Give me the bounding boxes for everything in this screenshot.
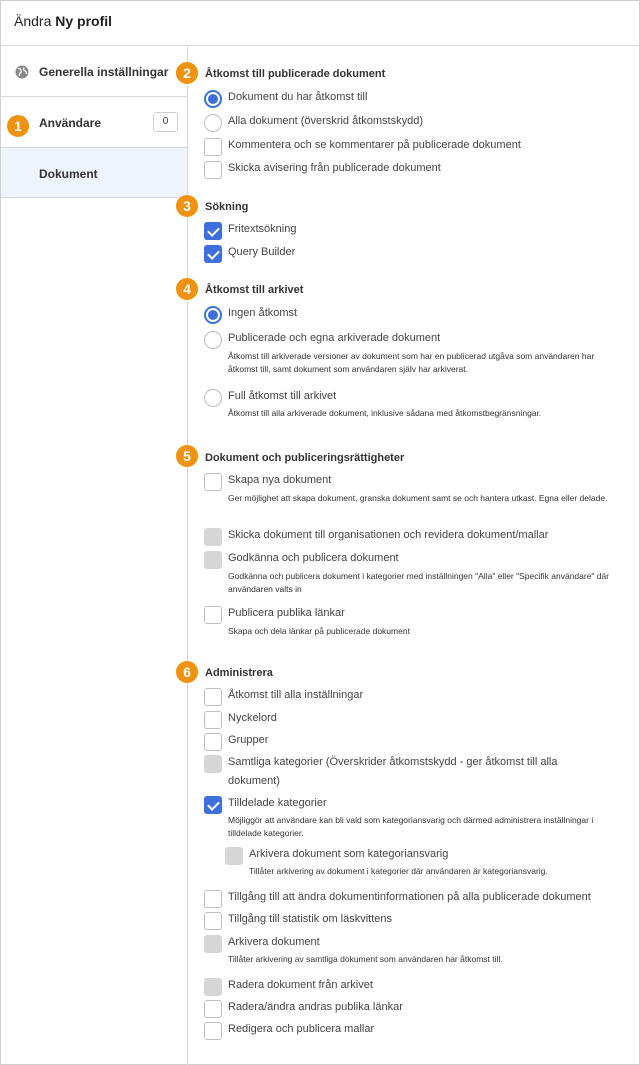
checkbox[interactable] [204, 1022, 222, 1040]
checkbox-disabled[interactable] [204, 978, 222, 996]
checkbox-checked[interactable] [204, 222, 222, 240]
option-description: Åtkomst till alla arkiverade dokument, inklusive sådana med åtkomstbegränsningar. [228, 408, 542, 418]
option-label: Skicka avisering från publicerade dokument [228, 162, 441, 174]
option-label: Dokument du har åtkomst till [228, 91, 368, 103]
step-marker-4: 4 [176, 278, 198, 300]
checkbox-disabled[interactable] [204, 528, 222, 546]
globe-icon [15, 65, 29, 79]
checkbox-disabled[interactable] [225, 847, 243, 865]
radio-button[interactable] [204, 331, 222, 349]
option-label: Publicera publika länkar [228, 607, 345, 619]
option-label: Samtliga kategorier (Överskrider åtkomstskydd - ger åtkomst till alla [228, 756, 558, 768]
option-label: Redigera och publicera mallar [228, 1023, 375, 1035]
radio-button-selected[interactable] [204, 306, 222, 324]
step-marker-2: 2 [176, 62, 198, 84]
checkbox[interactable] [204, 161, 222, 179]
section-title-archive: Åtkomst till arkivet [205, 284, 304, 296]
checkbox[interactable] [204, 711, 222, 729]
section-title-access: Åtkomst till publicerade dokument [205, 68, 386, 80]
option-description: Ger möjlighet att skapa dokument, granska dokument samt se och hantera utkast. Egna eller delade. [228, 493, 608, 503]
option-label: Query Builder [228, 246, 296, 258]
radio-button-selected[interactable] [204, 90, 222, 108]
option-label: Ingen åtkomst [228, 307, 298, 319]
option-label: Godkänna och publicera dokument [228, 552, 399, 564]
checkbox[interactable] [204, 688, 222, 706]
option-label: Tillgång till statistik om läskvittens [228, 913, 393, 925]
users-count-badge: 0 [153, 112, 178, 132]
sidebar [1, 46, 188, 1065]
checkbox-checked[interactable] [204, 245, 222, 263]
option-label: Grupper [228, 734, 269, 746]
sidebar-item-general-settings[interactable] [1, 46, 187, 97]
option-label: Arkivera dokument som kategoriansvarig [249, 848, 449, 860]
option-label: Publicerade och egna arkiverade dokument [228, 332, 441, 344]
option-label: Skapa nya dokument [228, 474, 332, 486]
checkbox[interactable] [204, 890, 222, 908]
section-title-search: Sökning [205, 201, 249, 213]
option-label: Radera/ändra andras publika länkar [228, 1001, 403, 1013]
radio-button[interactable] [204, 114, 222, 132]
sidebar-item-label: Generella inställningar [39, 65, 169, 79]
option-label: Tillgång till att ändra dokumentinformationen på alla publicerade dokument [228, 891, 591, 903]
option-label: Nyckelord [228, 712, 277, 724]
step-marker-1: 1 [7, 115, 29, 137]
step-marker-6: 6 [176, 661, 198, 683]
checkbox-disabled[interactable] [204, 935, 222, 953]
sidebar-item-label: Användare [39, 116, 102, 130]
option-label: Fritextsökning [228, 223, 297, 235]
option-description: Godkänna och publicera dokument i kategorier med inställningen "Alla" eller "Specifik användare" där användaren valts in [228, 571, 610, 594]
header-bar [1, 1, 639, 46]
option-label-continued: dokument) [228, 775, 280, 787]
profile-name: Ny profil [55, 13, 113, 29]
checkbox-checked[interactable] [204, 796, 222, 814]
option-label: Arkivera dokument [228, 936, 320, 948]
option-label: Kommentera och se kommentarer på publicerade dokument [228, 139, 521, 151]
option-description: Åtkomst till arkiverade versioner av dokument som har en publicerad utgåva som användaren har åtkomst till, samt dokument som användaren själv har arkiverat. [228, 351, 595, 374]
checkbox[interactable] [204, 606, 222, 624]
step-marker-5: 5 [176, 445, 198, 467]
option-label: Full åtkomst till arkivet [228, 390, 337, 402]
option-description: Tillåter arkivering av dokument i kategorier där användaren är kategoriansvarig. [249, 866, 548, 876]
checkbox[interactable] [204, 138, 222, 156]
option-label: Radera dokument från arkivet [228, 979, 373, 991]
section-title-rights: Dokument och publiceringsrättigheter [205, 452, 405, 464]
checkbox[interactable] [204, 912, 222, 930]
page-title [14, 13, 112, 29]
sidebar-item-users[interactable] [1, 97, 187, 148]
radio-button[interactable] [204, 389, 222, 407]
checkbox[interactable] [204, 733, 222, 751]
step-marker-3: 3 [176, 195, 198, 217]
section-title-admin: Administrera [205, 667, 273, 679]
option-description: Möjliggör att användare kan bli vald som kategoriansvarig och därmed administrera inställningar i tilldelade kategorier. [228, 815, 594, 838]
checkbox[interactable] [204, 1000, 222, 1018]
page-title-prefix: Ändra [14, 13, 52, 29]
checkbox-disabled[interactable] [204, 551, 222, 569]
checkbox[interactable] [204, 473, 222, 491]
option-label: Åtkomst till alla inställningar [228, 689, 364, 701]
option-description: Skapa och dela länkar på publicerade dokument [228, 626, 410, 636]
option-label: Alla dokument (överskrid åtkomstskydd) [228, 115, 424, 127]
option-label: Skicka dokument till organisationen och revidera dokument/mallar [228, 529, 549, 541]
checkbox-disabled[interactable] [204, 755, 222, 773]
option-description: Tillåter arkivering av samtliga dokument som användaren har åtkomst till. [228, 954, 503, 964]
option-label: Tilldelade kategorier [228, 797, 327, 809]
sidebar-item-label: Dokument [39, 167, 98, 181]
